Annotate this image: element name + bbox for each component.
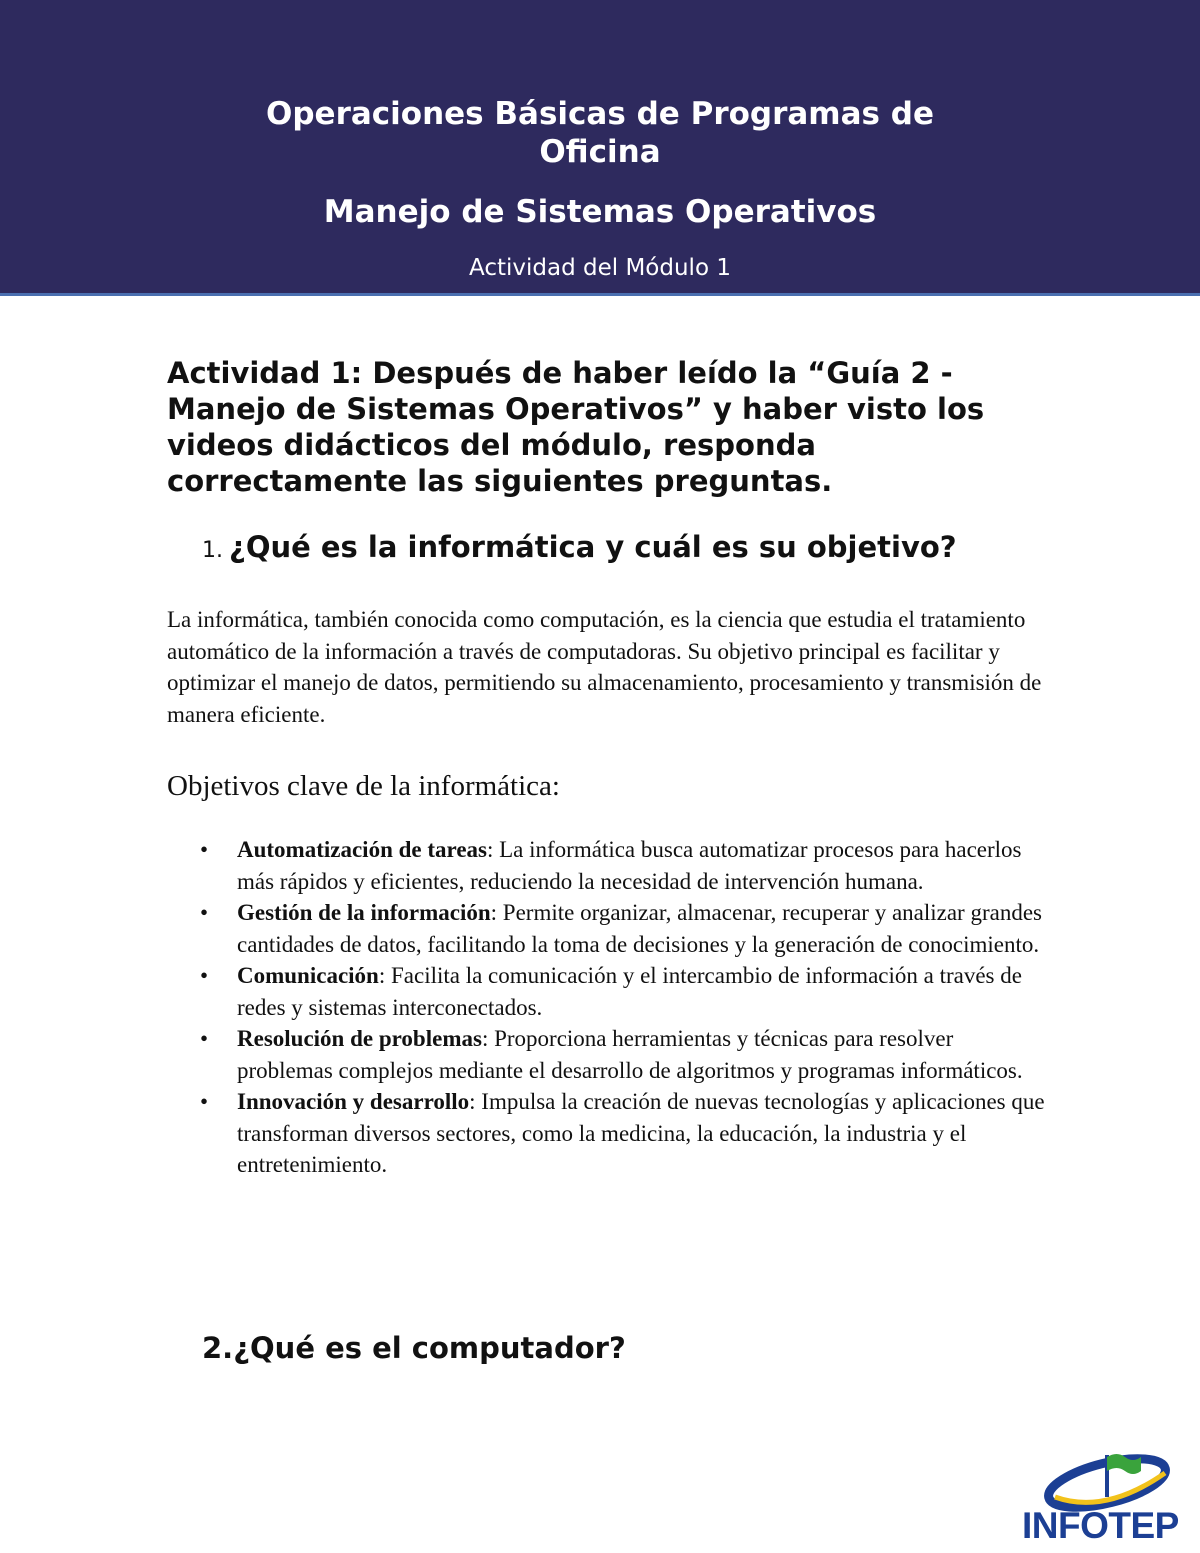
- document-title: Operaciones Básicas de Programas de Oficina: [266, 96, 934, 170]
- objective-text: : La informática busca automatizar procesos para hacerlos más rápidos y eficientes, reduciendo la necesidad de intervención humana.: [237, 837, 1022, 894]
- list-item: [167, 834, 1047, 897]
- document-body: [167, 355, 1047, 1181]
- answer-1-paragraph: La informática, también conocida como computación, es la ciencia que estudia el tratamiento automático de la información a través de computadoras. Su objetivo principal es facilitar y optimizar el manejo de datos, permitiendo su almacenamiento, procesamiento y transmisión de manera eficiente.: [167, 607, 1042, 727]
- bullet-icon: •: [200, 1026, 209, 1051]
- list-item: [167, 1086, 1047, 1181]
- list-item: [167, 960, 1047, 1023]
- list-item: [167, 897, 1047, 960]
- objectives-heading: Objetivos clave de la informática:: [167, 770, 560, 802]
- activity-instructions: Actividad 1: Después de haber leído la “Guía 2 - Manejo de Sistemas Operativos” y haber visto los videos didácticos del módulo, responda correctamente las siguientes preguntas.: [167, 356, 985, 498]
- document-subtitle: Manejo de Sistemas Operativos: [323, 194, 877, 230]
- header-banner: [0, 0, 1200, 296]
- question-1-number: 1.: [202, 538, 223, 563]
- objectives-list: [167, 834, 1047, 1181]
- question-2: 2.¿Qué es el computador?: [202, 1331, 626, 1365]
- bullet-icon: •: [200, 900, 209, 925]
- question-1: [202, 529, 1047, 569]
- objective-text: : Permite organizar, almacenar, recuperar y analizar grandes cantidades de datos, facilitando la toma de decisiones y la generación de conocimiento.: [237, 900, 1042, 957]
- bullet-icon: •: [200, 963, 209, 988]
- objective-text: : Facilita la comunicación y el intercambio de información a través de redes y sistemas interconectados.: [237, 963, 1022, 1020]
- bullet-icon: •: [200, 837, 209, 862]
- objective-term: Automatización de tareas: [237, 837, 487, 862]
- objective-text: : Proporciona herramientas y técnicas para resolver problemas complejos mediante el desarrollo de algoritmos y programas informáticos.: [237, 1026, 1023, 1083]
- infotep-logo-text: INFOTEP: [1022, 1505, 1179, 1546]
- objective-term: Resolución de problemas: [237, 1026, 482, 1051]
- bullet-icon: •: [200, 1089, 209, 1114]
- question-1-text: ¿Qué es la informática y cuál es su objetivo?: [229, 530, 957, 564]
- objective-term: Comunicación: [237, 963, 379, 988]
- objective-term: Innovación y desarrollo: [237, 1089, 470, 1114]
- list-item: [167, 1023, 1047, 1086]
- objective-term: Gestión de la información: [237, 900, 491, 925]
- objective-text: : Impulsa la creación de nuevas tecnologías y aplicaciones que transforman diversos sectores, como la medicina, la educación, la industria y el entretenimiento.: [237, 1089, 1045, 1177]
- activity-label: Actividad del Módulo 1: [469, 255, 731, 281]
